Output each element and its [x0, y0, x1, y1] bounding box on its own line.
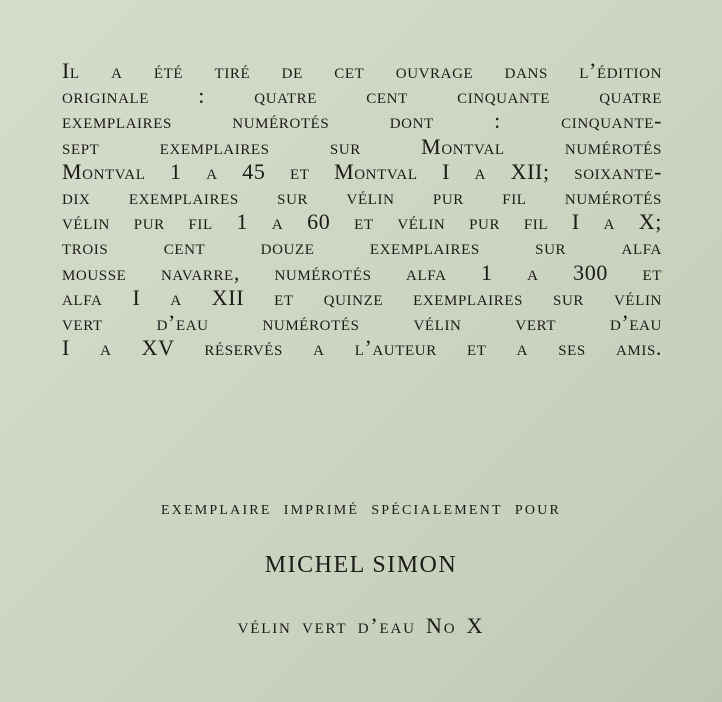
justification-line: alfa I a XII et quinze exemplaires sur vélin [62, 284, 662, 310]
recipient-name: MICHEL SIMON [264, 552, 458, 578]
justification-line: vélin pur fil 1 a 60 et vélin pur fil I a X; [62, 209, 662, 235]
justification-line: mousse navarre, numérotés alfa 1 a 300 et [62, 259, 662, 285]
justification-line: originale : quatre cent cinquante quatre [62, 83, 662, 109]
justification-line: dix exemplaires sur vélin pur fil numérotés [62, 183, 662, 209]
justification-line: trois cent douze exemplaires sur alfa [62, 234, 662, 260]
justification-paragraph [62, 58, 662, 360]
justification-line: sept exemplaires sur Montval numérotés [62, 133, 662, 159]
dedication-intro: exemplaire imprimé spécialement pour [160, 497, 562, 519]
justification-line: Montval 1 a 45 et Montval I a XII; soixante- [62, 158, 662, 184]
justification-line: Il a été tiré de cet ouvrage dans l’édition [62, 58, 662, 83]
justification-line: I a XV réservés a l’auteur et a ses amis. [62, 335, 662, 361]
justification-line: exemplaires numérotés dont : cinquante- [62, 108, 662, 134]
justification-line: vert d’eau numérotés vélin vert d’eau [62, 309, 662, 335]
copy-number: vélin vert d’eau No X [237, 613, 485, 638]
